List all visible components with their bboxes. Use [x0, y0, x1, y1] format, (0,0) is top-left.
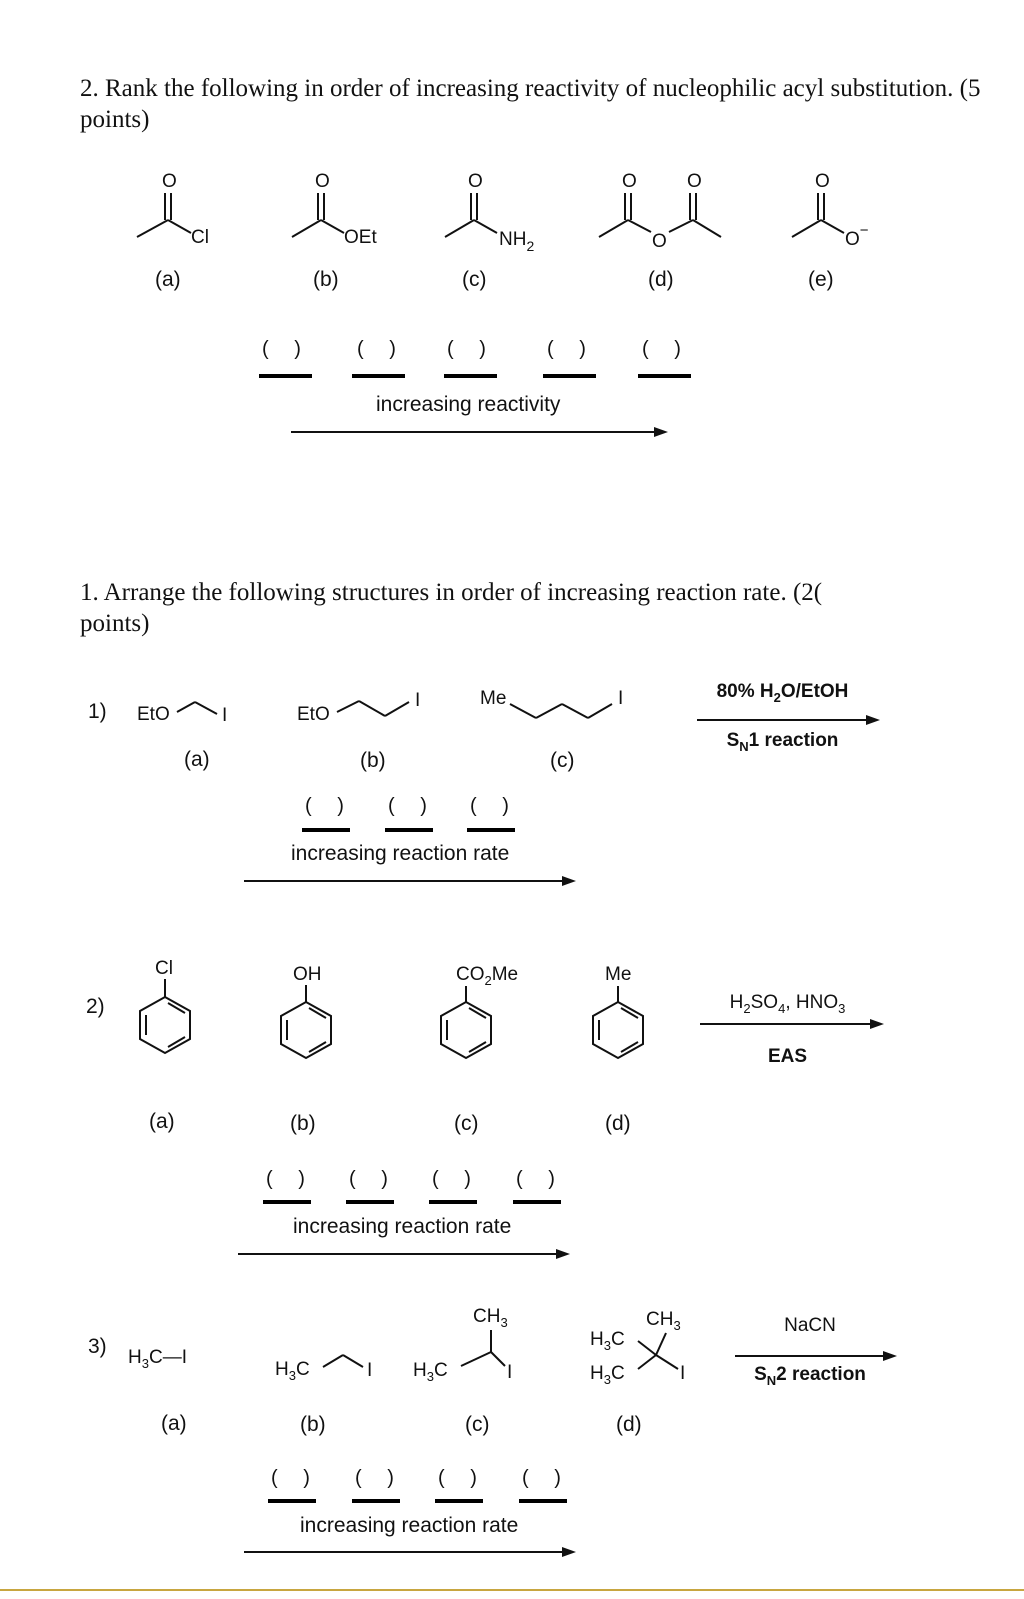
- ethyl-iodide: [275, 1345, 395, 1390]
- conditions-top-2: $H_2SO_4$, $HNO_3$: [729, 992, 846, 1016]
- answer-underline: [519, 1499, 567, 1503]
- caption-increasing-reactivity: increasing reactivity: [376, 393, 561, 416]
- svg-text:I: I: [367, 1360, 373, 1381]
- arrow-line: [238, 1253, 558, 1255]
- answer-underline: [513, 1200, 561, 1204]
- carbonyl-oxygen: O: [622, 171, 637, 192]
- answer-underline: [467, 828, 515, 832]
- part-2-number: 2): [86, 995, 105, 1018]
- answer-blank[interactable]: ( ): [470, 795, 519, 817]
- reaction-arrow-head: [870, 1019, 884, 1029]
- svg-text:I: I: [680, 1363, 686, 1384]
- svg-text:O−: O−: [845, 222, 869, 250]
- carbonyl-oxygen: O: [687, 171, 702, 192]
- answer-underline: [444, 374, 497, 378]
- label-3-c: (c): [465, 1413, 490, 1436]
- answer-blank[interactable]: ( ): [305, 795, 354, 817]
- molecule-1b: [297, 688, 437, 733]
- reaction-arrow-line: [697, 719, 867, 721]
- question-1-text: [80, 577, 1020, 639]
- svg-text:CO2Me: $CO_2Me$: [456, 964, 519, 988]
- question-1-line2: points): [80, 610, 150, 637]
- svg-text:CH3: $CH_3$: [646, 1309, 681, 1333]
- answer-blank[interactable]: ( ): [438, 1467, 487, 1489]
- label-2d: (d): [648, 268, 674, 291]
- svg-text:H3C: $H_3C$: [590, 1329, 625, 1353]
- arrow-head: [556, 1249, 570, 1259]
- amino-substituent: NH: [499, 229, 527, 250]
- molecule-2d: [597, 165, 737, 260]
- answer-underline: [259, 374, 312, 378]
- reaction-arrow-head: [866, 715, 880, 725]
- label-2-c: (c): [454, 1112, 479, 1135]
- answer-blank[interactable]: ( ): [357, 338, 406, 360]
- answer-underline: [352, 1499, 400, 1503]
- answer-underline: [268, 1499, 316, 1503]
- answer-blank[interactable]: ( ): [271, 1467, 320, 1489]
- caption-increasing-rate-3: increasing reaction rate: [300, 1514, 519, 1537]
- label-2a: (a): [155, 268, 181, 291]
- label-2-a: (a): [149, 1110, 175, 1133]
- answer-blank[interactable]: ( ): [642, 338, 691, 360]
- svg-text:H3C: $H_3C$: [275, 1359, 310, 1383]
- conditions-bottom-3: $S_N2$ reaction: [754, 1364, 866, 1388]
- svg-text:OH: OH: [293, 964, 322, 985]
- svg-text:Me: Me: [480, 688, 507, 709]
- question-2-text: 2. Rank the following in order of increasing reactivity of nucleophilic acyl substitution. (5 points): [80, 75, 981, 133]
- answer-blank[interactable]: ( ): [547, 338, 596, 360]
- svg-text:H3C: $H_3C$: [590, 1363, 625, 1387]
- tert-butyl-iodide: [590, 1303, 710, 1393]
- arrow-line: [244, 1551, 564, 1553]
- label-3-d: (d): [616, 1413, 642, 1436]
- answer-blank[interactable]: ( ): [349, 1168, 398, 1190]
- svg-text:CH3: $CH_3$: [473, 1306, 508, 1330]
- toluene: [580, 960, 660, 1080]
- molecule-2a: [135, 165, 225, 255]
- reaction-arrow-line: [735, 1355, 885, 1357]
- label-3-b: (b): [300, 1413, 326, 1436]
- chlorobenzene: [130, 952, 200, 1072]
- arrow-head: [562, 1547, 576, 1557]
- answer-blank[interactable]: ( ): [262, 338, 311, 360]
- arrow-line: [244, 880, 564, 882]
- methyl-iodide: $H_3C—I$: [128, 1347, 187, 1371]
- caption-increasing-rate-2: increasing reaction rate: [293, 1215, 512, 1238]
- label-2-b: (b): [290, 1112, 316, 1135]
- oxide-substituent: O: [845, 229, 860, 250]
- reaction-arrow-line: [700, 1023, 872, 1025]
- answer-blank[interactable]: ( ): [355, 1467, 404, 1489]
- answer-blank[interactable]: ( ): [447, 338, 496, 360]
- arrow-head: [654, 427, 668, 437]
- arrow-line: [291, 431, 656, 433]
- label-2-d: (d): [605, 1112, 631, 1135]
- svg-text:EtO: EtO: [137, 704, 170, 725]
- molecule-2b: [290, 165, 400, 255]
- reaction-arrow-head: [883, 1351, 897, 1361]
- page-bottom-rule: [0, 1589, 1024, 1591]
- ethoxy-substituent: OEt: [344, 227, 377, 248]
- conditions-bottom-1: $S_N1$ reaction: [726, 730, 839, 754]
- label-1a: (a): [184, 748, 210, 771]
- answer-underline: [346, 1200, 394, 1204]
- answer-underline: [385, 828, 433, 832]
- svg-text:I: I: [415, 690, 421, 711]
- part-3-number: 3): [88, 1335, 107, 1358]
- molecule-1a: [137, 690, 247, 730]
- question-1-line1: 1. Arrange the following structures in order of increasing reaction rate. (2(: [80, 579, 823, 606]
- svg-text:I: I: [222, 705, 228, 726]
- arrow-head: [562, 876, 576, 886]
- methyl-benzoate: [428, 960, 548, 1080]
- isopropyl-iodide: [413, 1300, 533, 1390]
- label-3-a: (a): [161, 1412, 187, 1435]
- bridging-oxygen: O: [652, 231, 667, 252]
- caption-increasing-rate-1: increasing reaction rate: [291, 842, 510, 865]
- carbonyl-oxygen: O: [468, 171, 483, 192]
- svg-text:I: I: [618, 688, 624, 709]
- label-1b: (b): [360, 749, 386, 772]
- carbonyl-oxygen: O: [162, 171, 177, 192]
- answer-blank[interactable]: ( ): [266, 1168, 315, 1190]
- answer-underline: [435, 1499, 483, 1503]
- label-2c: (c): [462, 268, 487, 291]
- answer-blank[interactable]: ( ): [522, 1467, 571, 1489]
- answer-blank[interactable]: ( ): [516, 1168, 565, 1190]
- svg-text:Cl: Cl: [155, 958, 173, 979]
- label-2b: (b): [313, 268, 339, 291]
- answer-underline: [638, 374, 691, 378]
- answer-underline: [543, 374, 596, 378]
- label-2e: (e): [808, 268, 834, 291]
- molecule-2c: [443, 165, 563, 260]
- molecule-1c: [480, 680, 640, 730]
- answer-blank[interactable]: ( ): [388, 795, 437, 817]
- svg-text:H3C: $H_3C$: [413, 1360, 448, 1384]
- conditions-top-1: 80% $H_2O$/EtOH: [716, 681, 849, 705]
- conditions-top-3: NaCN: [784, 1315, 836, 1336]
- answer-underline: [263, 1200, 311, 1204]
- phenol: [268, 960, 348, 1075]
- label-1c: (c): [550, 749, 575, 772]
- answer-underline: [352, 374, 405, 378]
- svg-text:Me: Me: [605, 964, 632, 985]
- answer-blank[interactable]: ( ): [432, 1168, 481, 1190]
- svg-text:NH2: $NH_2$: [499, 229, 535, 254]
- carbonyl-oxygen: O: [315, 171, 330, 192]
- answer-underline: [302, 828, 350, 832]
- molecule-2e: [790, 165, 890, 255]
- chloro-substituent: Cl: [191, 227, 209, 248]
- answer-underline: [429, 1200, 477, 1204]
- svg-text:I: I: [507, 1362, 513, 1383]
- svg-text:EtO: EtO: [297, 704, 330, 725]
- carbonyl-oxygen: O: [815, 171, 830, 192]
- conditions-bottom-2: EAS: [767, 1046, 808, 1067]
- part-1-number: 1): [88, 700, 107, 723]
